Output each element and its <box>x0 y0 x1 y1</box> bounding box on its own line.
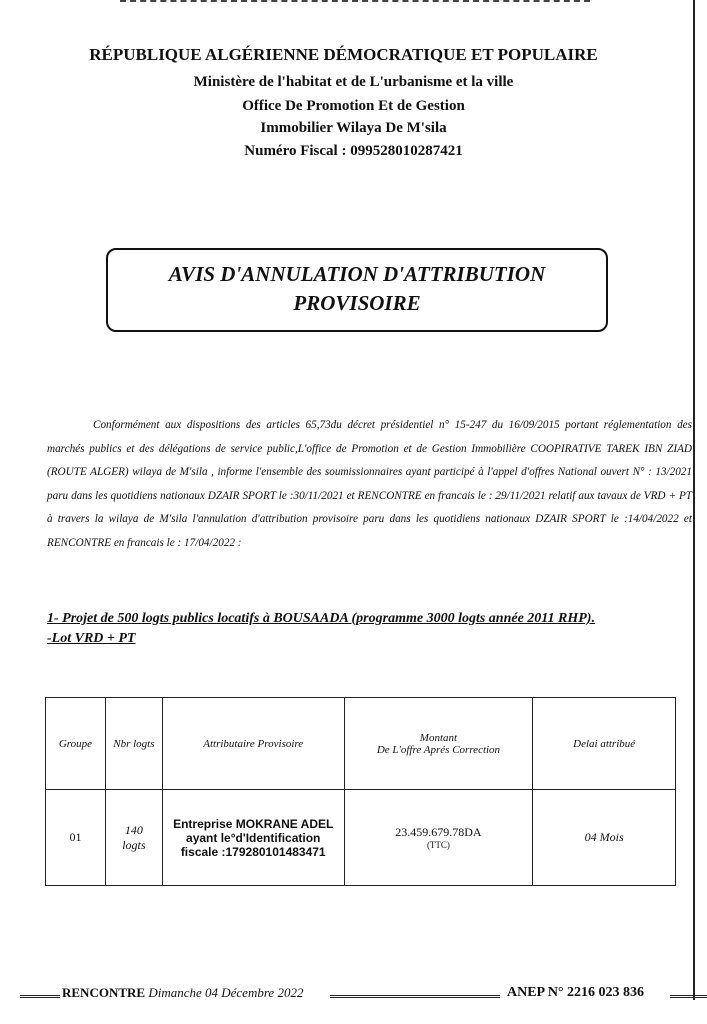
footer-anep: ANEP N° 2216 023 836 <box>507 985 645 1000</box>
montant-value: 23.459.679.78DA <box>395 825 482 839</box>
project-title: 1- Projet de 500 logts publics locatifs à BOUSAADA (programme 3000 logts année 2011 RHP). <box>47 611 595 626</box>
attr-line-3: fiscale :179280101483471 <box>180 844 326 859</box>
header-nbr-logts: Nbr logts <box>105 698 162 790</box>
footer-rule-right <box>670 995 707 998</box>
attr-line-2: ayant le°d'Identification <box>186 830 321 845</box>
header-montant-line2: De L'offre Aprés Correction <box>376 743 501 756</box>
scan-top-marks <box>120 0 590 5</box>
header-montant <box>344 698 533 790</box>
footer-paper: RENCONTRE <box>62 985 146 1000</box>
footer-rule-middle <box>330 995 500 998</box>
cell-attributaire <box>162 790 344 886</box>
country-heading: RÉPUBLIQUE ALGÉRIENNE DÉMOCRATIQUE ET POPULAIRE <box>89 45 598 64</box>
header-delai: Delai attribué <box>533 698 676 790</box>
title-line-1: AVIS D'ANNULATION D'ATTRIBUTION <box>168 262 546 286</box>
header-montant-line1: Montant <box>419 731 458 744</box>
nbr-value: 140 <box>124 822 143 837</box>
nbr-unit: logts <box>122 837 146 852</box>
fiscal-number: Numéro Fiscal : 099528010287421 <box>244 143 463 159</box>
cell-delai: 04 Mois <box>533 790 676 886</box>
cell-nbr-logts <box>105 790 162 886</box>
footer-date: Dimanche 04 Décembre 2022 <box>148 985 304 1000</box>
table-row <box>46 790 676 886</box>
footer <box>20 985 687 1005</box>
notice-title <box>106 248 608 332</box>
office-heading-1: Office De Promotion Et de Gestion <box>242 98 465 114</box>
title-line-2: PROVISOIRE <box>293 291 421 315</box>
table-header-row <box>46 698 676 790</box>
office-heading-2: Immobilier Wilaya De M'sila <box>260 120 447 136</box>
notice-body: Conformément aux dispositions des articles 65,73du décret présidentiel n° 15-247 du 16/09/2015 portant réglementation des marchés publics et des délégations de service public,L'office de Promotion et de Gestion Immobilière COOPIRATIVE TAREK IBN ZIAD (ROUTE ALGER) wilaya de M'sila , informe l'ensemble des soumissionnaires ayant participé à l'appel d'offres National ouvert N° : 13/2021 paru dans les quotidiens nationaux DZAIR SPORT le :30/11/2021 et RENCONTRE en francais le : 29/11/2021 relatif aux tavaux de VRD + PT à travers la wilaya de M'sila l'annulation d'attribution provisoire paru dans les quotidiens nationaux DZAIR SPORT le :14/04/2022 et RENCONTRE en francais le : 17/04/2022 : <box>47 419 692 549</box>
project-block <box>47 609 595 649</box>
attr-line-1: Entreprise MOKRANE ADEL <box>173 816 334 831</box>
footer-publication <box>62 985 303 1001</box>
cell-montant <box>344 790 533 886</box>
project-lot: -Lot VRD + PT <box>47 631 136 646</box>
footer-rule-left <box>20 995 60 998</box>
ministry-heading: Ministère de l'habitat et de L'urbanisme et la ville <box>193 74 514 90</box>
header-groupe: Groupe <box>46 698 106 790</box>
montant-note: (TTC) <box>426 840 450 850</box>
header-attributaire: Attributaire Provisoire <box>162 698 344 790</box>
cell-groupe: 01 <box>46 790 106 886</box>
attribution-table <box>45 697 676 886</box>
